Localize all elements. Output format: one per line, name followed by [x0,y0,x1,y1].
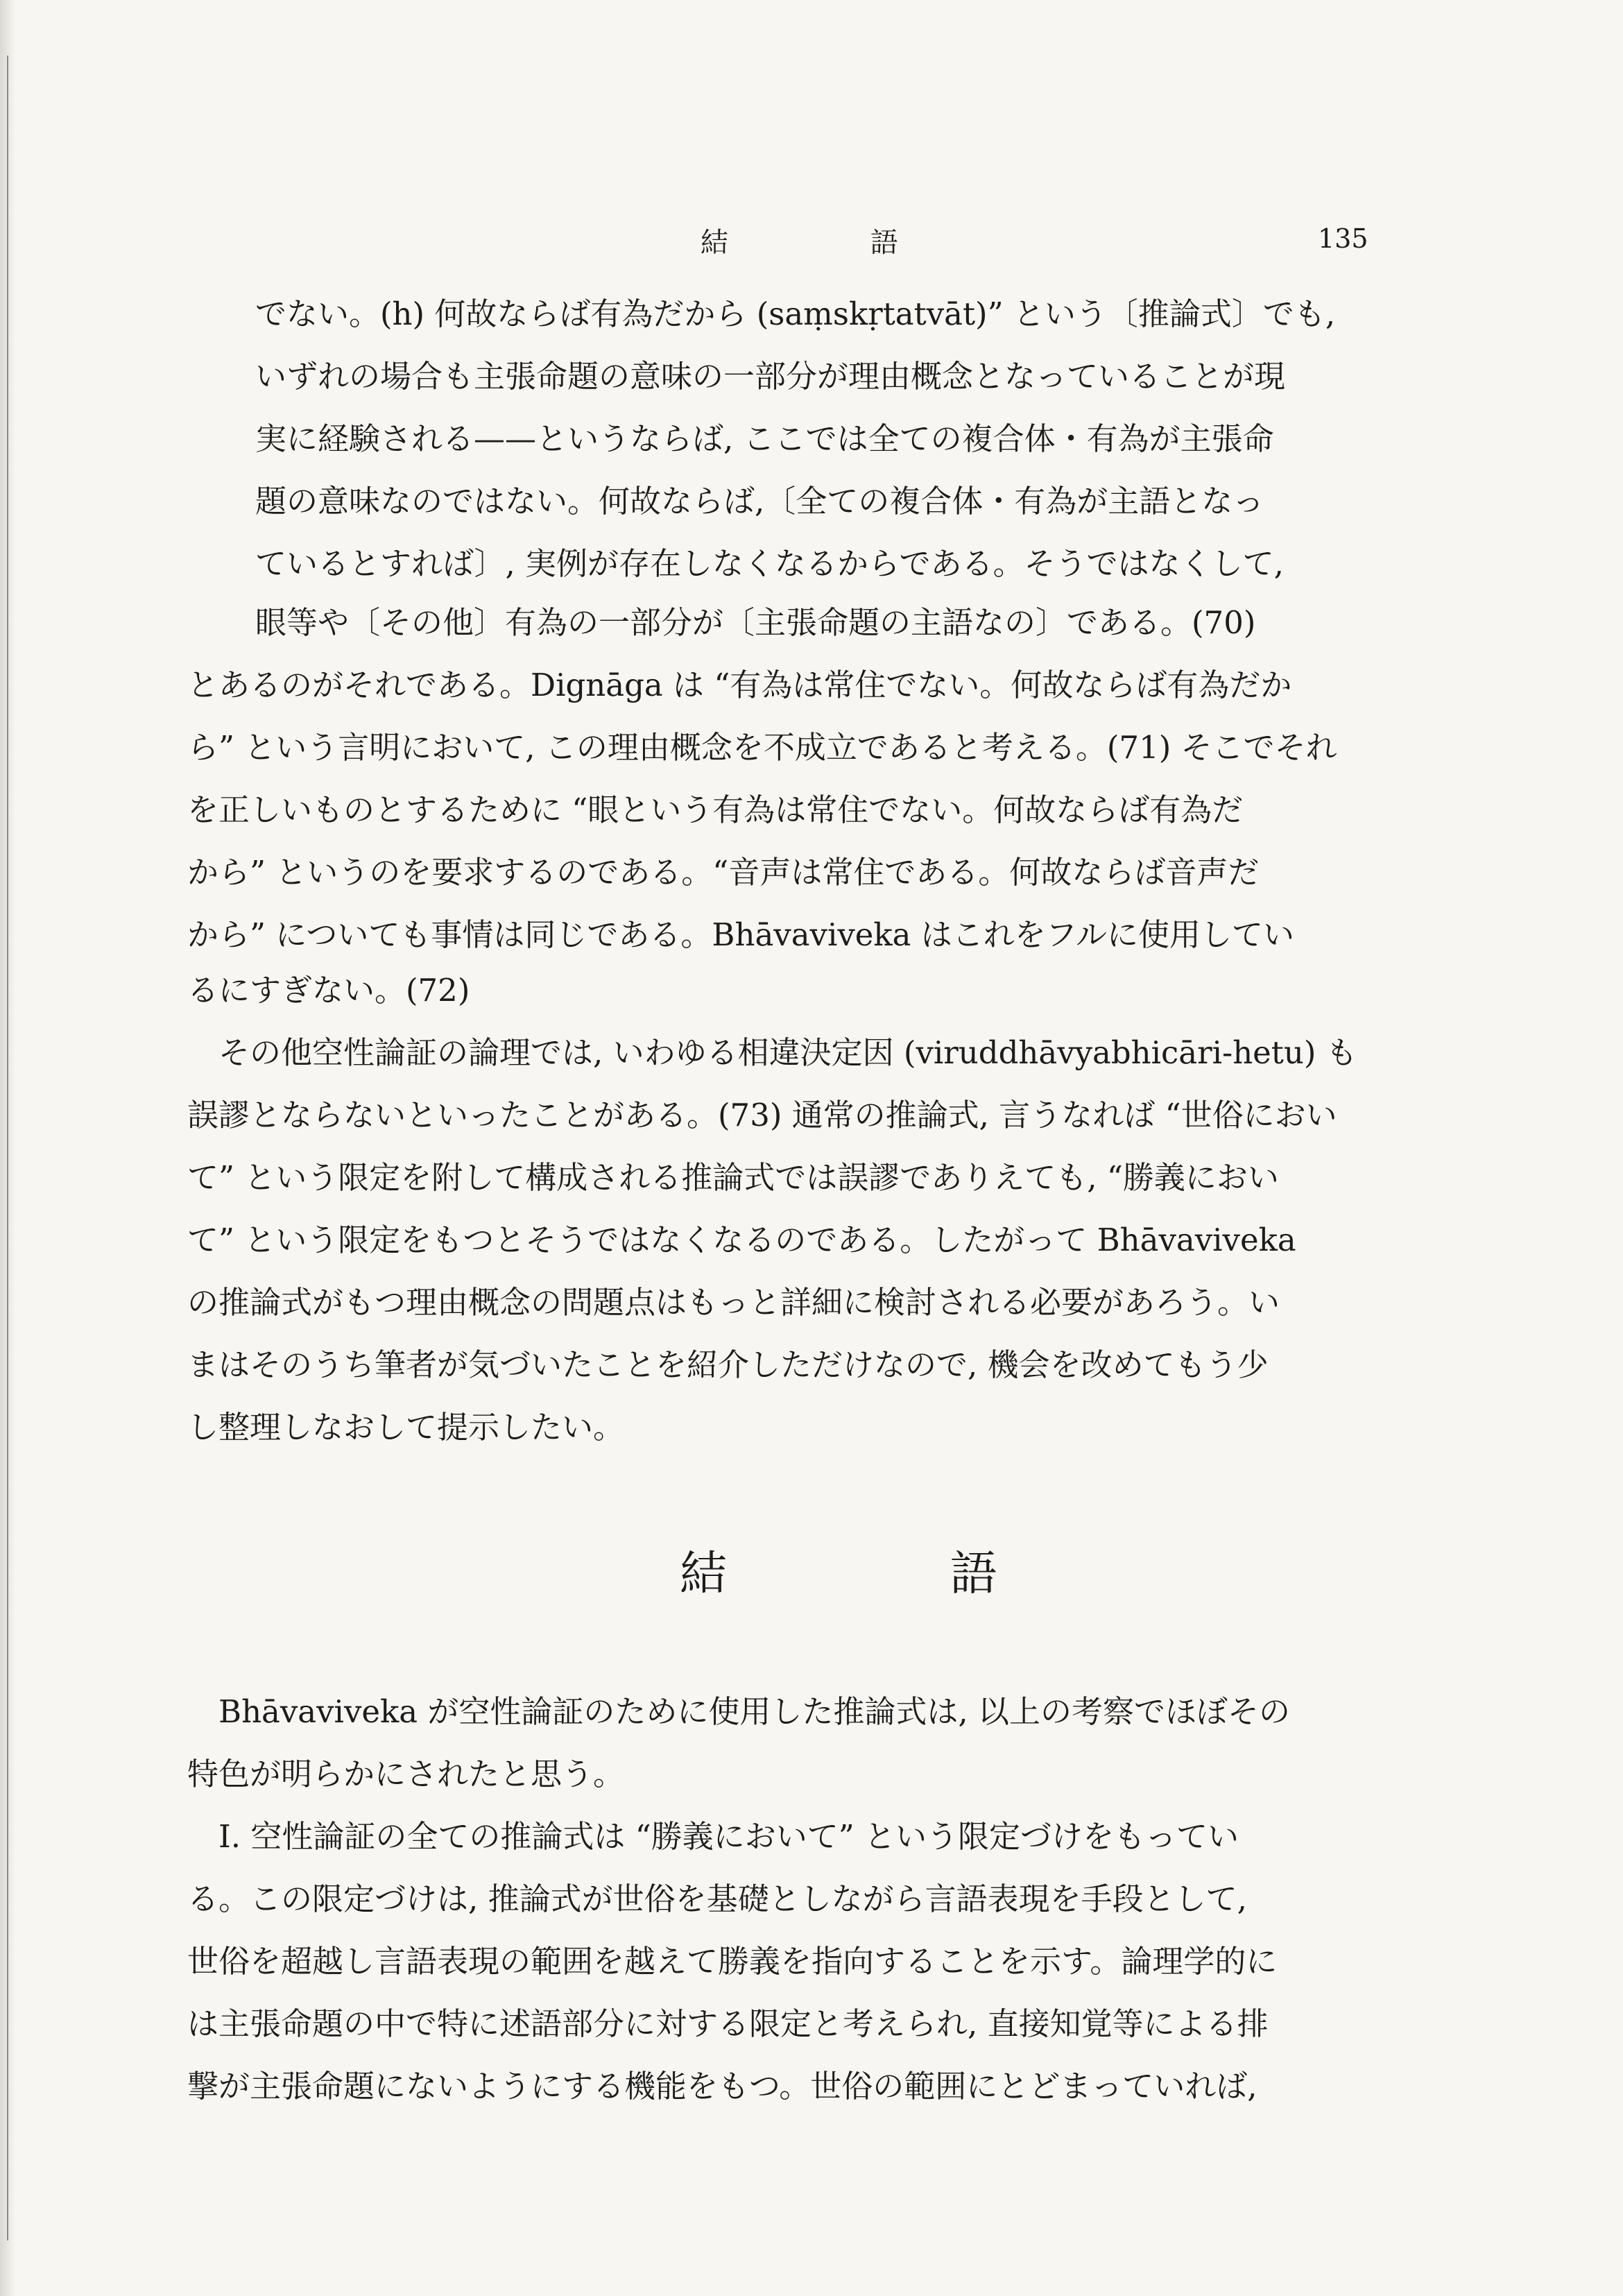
body-line: 特色が明らかにされたと思う。 [187,1756,625,1792]
page-number: 135 [1318,223,1368,254]
running-title: 結 語 [701,227,965,259]
quote-line: 題の意味なのではない。何故ならば,〔全ての複合体・有為が主語となっ [255,483,1264,520]
body-line: から” についても事情は同じである。Bhāvaviveka はこれをフルに使用してい [187,916,1295,953]
body-line: 撃が主張命題にないようにする機能をもつ。世俗の範囲にとどまっていれば, [187,2068,1257,2105]
binding-line [7,55,8,2241]
quote-line: 眼等や〔その他〕有為の一部分が〔主張命題の主語なの〕である。(70) [255,604,1256,641]
quote-line: ているとすれば〕, 実例が存在しなくなるからである。そうではなくして, [255,545,1284,582]
body-line: を正しいものとするために “眼という有為は常住でない。何故ならば有為だ [187,791,1244,828]
body-line: 誤謬とならないといったことがある。(73) 通常の推論式, 言うなれば “世俗におい [187,1097,1337,1133]
section-heading: 結 語 [680,1547,1101,1602]
body-line: その他空性論証の論理では, いわゆる相違決定因 (viruddhāvyabhicāri-hetu) も [187,1034,1357,1071]
running-header [0,221,1623,262]
body-line: て” という限定を附して構成される推論式では誤謬でありえても, “勝義におい [187,1159,1279,1196]
quote-line: でない。(h) 何故ならば有為だから (saṃskṛtatvāt)” という〔推論式〕でも, [255,295,1336,332]
quote-line: 実に経験される——というならば, ここでは全ての複合体・有為が主張命 [255,420,1274,457]
body-line: まはそのうち筆者が気づいたことを紹介しただけなので, 機会を改めてもう少 [187,1346,1269,1383]
body-line: I. 空性論証の全ての推論式は “勝義において” という限定づけをもってい [187,1818,1239,1855]
body-line: 世俗を超越し言語表現の範囲を越えて勝義を指向することを示す。論理学的に [187,1943,1278,1980]
body-line: の推論式がもつ理由概念の問題点はもっと詳細に検討される必要があろう。い [187,1284,1280,1321]
quote-line: いずれの場合も主張命題の意味の一部分が理由概念となっていることが現 [255,358,1286,395]
body-line: から” というのを要求するのである。“音声は常住である。何故ならば音声だ [187,854,1260,891]
body-line: ら” という言明において, この理由概念を不成立であると考える。(71) そこでそれ [187,729,1337,766]
body-line: し整理しなおして提示したい。 [187,1409,625,1446]
body-line: Bhāvaviveka が空性論証のために使用した推論式は, 以上の考察でほぼその [187,1693,1291,1730]
body-line: は主張命題の中で特に述語部分に対する限定と考えられ, 直接知覚等による排 [187,2005,1269,2042]
body-line: とあるのがそれである。Dignāga は “有為は常住でない。何故ならば有為だか [187,667,1292,703]
body-line: るにすぎない。(72) [187,972,470,1009]
body-line: て” という限定をもつとそうではなくなるのである。したがって Bhāvaviveka [187,1222,1296,1258]
body-line: る。この限定づけは, 推論式が世俗を基礎としながら言語表現を手段として, [187,1881,1247,1917]
